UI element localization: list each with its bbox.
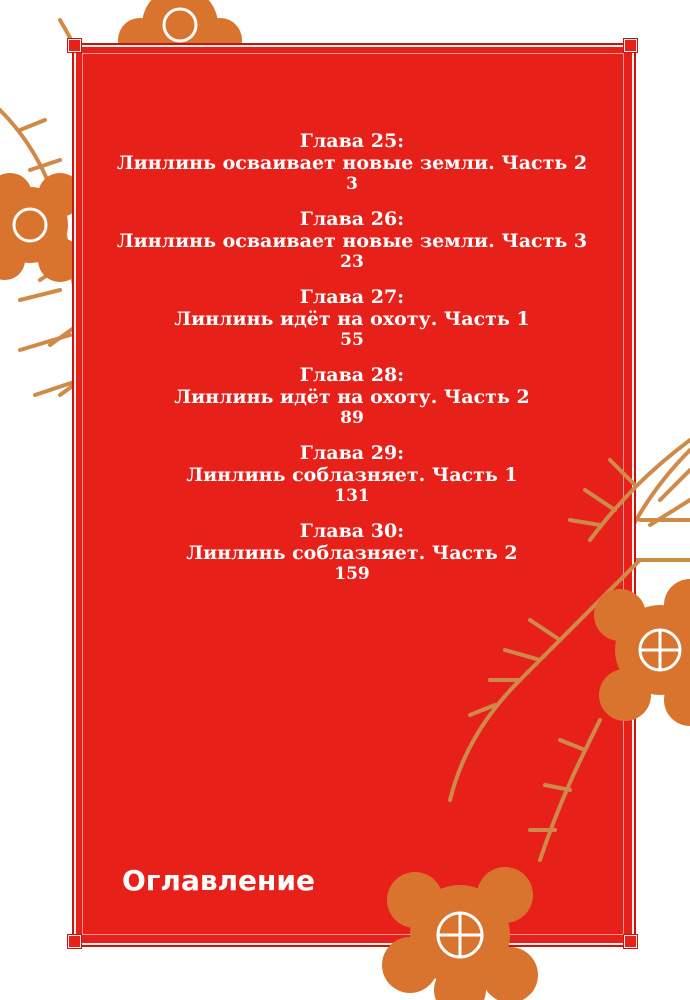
table-of-contents <box>74 130 630 598</box>
chapter-title: Линлинь осваивает новые земли. Часть 2 <box>116 152 588 174</box>
chapter-number: Глава 26: <box>299 208 405 230</box>
chapter-title: Линлинь соблазняет. Часть 1 <box>186 464 518 486</box>
page-number: 159 <box>334 564 370 584</box>
page-number: 89 <box>340 408 364 428</box>
corner-square-icon <box>68 39 81 52</box>
toc-entry[interactable] <box>74 364 630 428</box>
page-number: 23 <box>340 252 364 272</box>
chapter-number: Глава 25: <box>299 130 405 152</box>
toc-entry[interactable] <box>74 286 630 350</box>
toc-entry[interactable] <box>74 442 630 506</box>
chapter-title: Линлинь осваивает новые земли. Часть 3 <box>116 230 588 252</box>
page-number: 131 <box>334 486 370 506</box>
toc-entry[interactable] <box>74 208 630 272</box>
page-number: 3 <box>346 174 358 194</box>
chapter-number: Глава 28: <box>299 364 405 386</box>
chapter-number: Глава 30: <box>299 520 405 542</box>
chapter-number: Глава 29: <box>299 442 405 464</box>
toc-entry[interactable] <box>74 130 630 194</box>
toc-entry[interactable] <box>74 520 630 584</box>
chapter-title: Линлинь идёт на охоту. Часть 2 <box>174 386 530 408</box>
toc-heading: Оглавление <box>122 864 316 897</box>
corner-square-icon <box>624 935 637 948</box>
page-number: 55 <box>340 330 364 350</box>
corner-square-icon <box>624 39 637 52</box>
chapter-title: Линлинь соблазняет. Часть 2 <box>186 542 518 564</box>
corner-square-icon <box>68 935 81 948</box>
chapter-number: Глава 27: <box>299 286 405 308</box>
chapter-title: Линлинь идёт на охоту. Часть 1 <box>174 308 530 330</box>
